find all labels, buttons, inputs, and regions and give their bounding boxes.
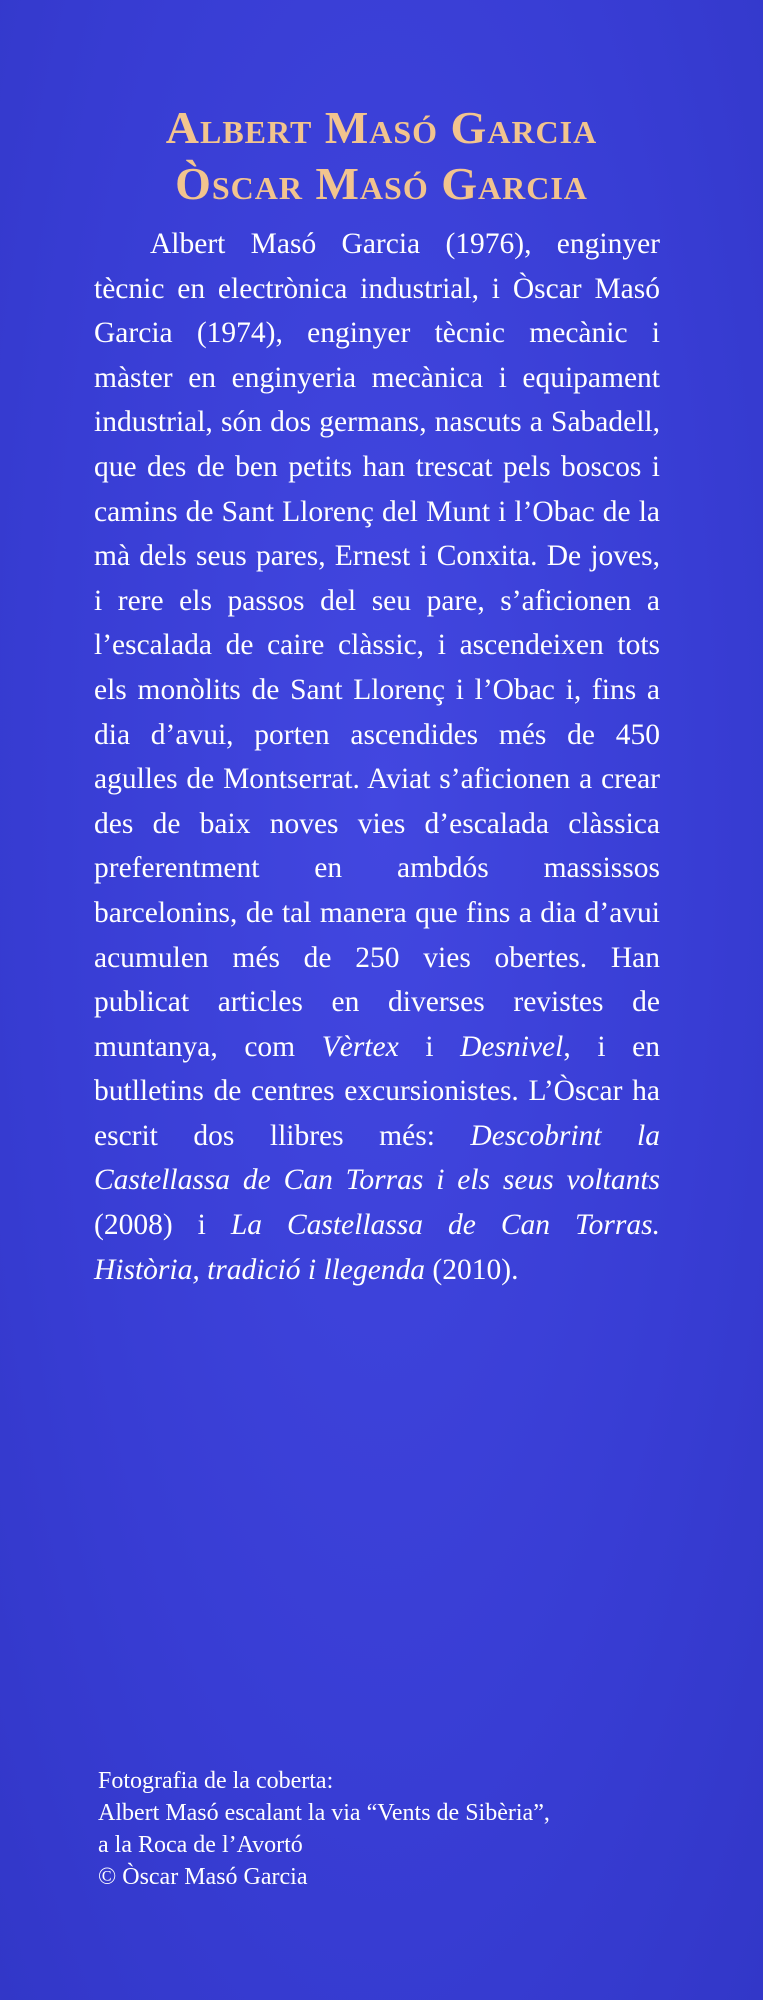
bio-title-vertex: Vèrtex: [321, 1030, 399, 1063]
credits-copyright: © Òscar Masó Garcia: [98, 1864, 308, 1890]
bio-text-4: (2008) i: [94, 1209, 231, 1242]
cover-photo-credits: [98, 1765, 698, 1893]
credits-heading: Fotografia de la coberta:: [98, 1768, 334, 1794]
bio-text-2: i: [398, 1030, 461, 1063]
author-names: [0, 100, 763, 212]
credits-location: a la Roca de l’Avortó: [98, 1832, 303, 1858]
credits-description: Albert Masó escalant la via “Vents de Sibèria”,: [98, 1800, 550, 1826]
author-name-2: Òscar Masó Garcia: [175, 158, 588, 209]
bio-text-3: , i en butlletins de centres excursionistes. L’Òscar ha escrit dos llibres més:: [94, 1030, 660, 1152]
bio-book-title-2: La Castellassa de Can Torras. Història, tradició i llegenda: [94, 1209, 660, 1286]
author-name-1: Albert Masó Garcia: [165, 102, 598, 153]
bio-title-desnivel: Desnivel: [460, 1030, 564, 1063]
author-biography: [94, 222, 660, 1292]
biography-paragraph: [94, 222, 660, 1292]
bio-text-1: Albert Masó Garcia (1976), enginyer tècnic en electrònica industrial, i Òscar Masó Garcia (1974), enginyer tècnic mecànic i màster en enginyeria mecànica i equipament industrial, són dos germans, nascuts a Sabadell, que des de ben petits han trescat pels boscos i camins de Sant Llorenç del Munt i l’Obac de la mà dels seus pares, Ernest i Conxita. De joves, i rere els passos del seu pare, s’aficionen a l’escalada de caire clàssic, i ascendeixen tots els monòlits de Sant Llorenç i l’Obac i, fins a dia d’avui, porten ascendides més de 450 agulles de Montserrat. Aviat s’aficionen a crear des de baix noves vies d’escalada clàssica preferentment en ambdós massissos barcelonins, de tal manera que fins a dia d’avui acumulen més de 250 vies obertes. Han publicat articles en diverses revistes de muntanya, com: [94, 228, 660, 1063]
bio-book-title-1: Descobrint la Castellassa de Can Torras i els seus voltants: [94, 1119, 660, 1197]
bio-text-5: (2010).: [425, 1253, 519, 1286]
